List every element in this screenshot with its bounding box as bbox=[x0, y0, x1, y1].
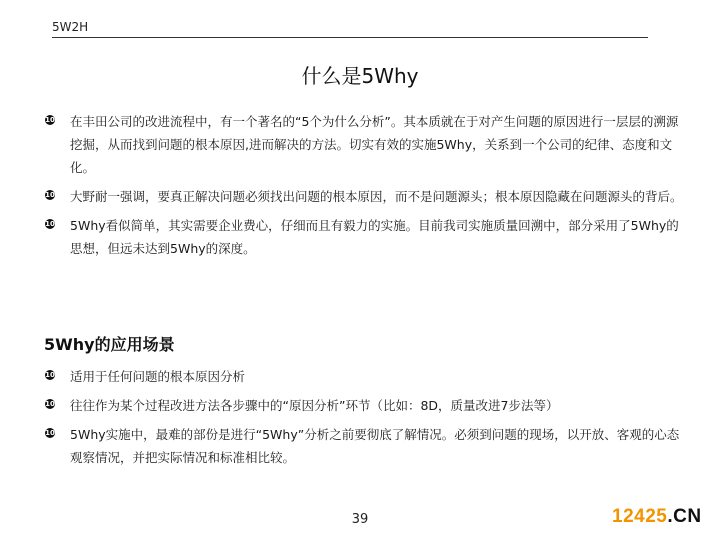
list-item bbox=[44, 394, 684, 417]
list-item-text: 大野耐一强调，要真正解决问题必须找出问题的根本原因，而不是问题源头；根本原因隐藏在问题源头的背后。 bbox=[70, 189, 683, 204]
section-title: 5Why的应用场景 bbox=[44, 335, 175, 354]
list-item-text: 5Why看似简单，其实需要企业费心，仔细而且有毅力的实施。目前我司实施质量回溯中，部分采用了5Why的思想，但远未达到5Why的深度。 bbox=[70, 218, 679, 256]
watermark-suffix: CN bbox=[673, 506, 702, 527]
list-item-text: 适用于任何问题的根本原因分析 bbox=[70, 369, 246, 384]
list-item-text: 在丰田公司的改进流程中，有一个著名的“5个为什么分析”。其本质就在于对产生问题的原因进行一层层的溯源挖掘，从而找到问题的根本原因,进而解决的方法。切实有效的实施5Why，关系到一个公司的纪律、态度和文化。 bbox=[70, 114, 679, 175]
bullet-icon: 10 bbox=[45, 191, 55, 199]
page-number: 39 bbox=[351, 512, 369, 527]
bullet-icon: 10 bbox=[45, 220, 55, 228]
list-item bbox=[44, 423, 684, 469]
watermark-logo bbox=[612, 506, 702, 528]
watermark-dot: . bbox=[667, 506, 674, 527]
list-item bbox=[44, 110, 684, 179]
list-item bbox=[44, 214, 684, 260]
bullet-icon: 10 bbox=[45, 116, 55, 124]
intro-bullet-list bbox=[44, 110, 684, 266]
header-label: 5W2H bbox=[52, 20, 89, 34]
bullet-icon: 10 bbox=[45, 371, 55, 379]
list-item-text: 5Why实施中，最难的部份是进行“5Why”分析之前要彻底了解情况。必须到问题的现场，以开放、客观的心态观察情况，并把实际情况和标准相比较。 bbox=[70, 427, 680, 465]
application-bullet-list bbox=[44, 365, 684, 475]
watermark-number: 12425 bbox=[612, 506, 668, 527]
list-item-text: 往往作为某个过程改进方法各步骤中的“原因分析”环节（比如：8D，质量改进7步法等） bbox=[70, 398, 559, 413]
list-item bbox=[44, 185, 684, 208]
list-item bbox=[44, 365, 684, 388]
header-divider bbox=[52, 37, 648, 38]
bullet-icon: 10 bbox=[45, 400, 55, 408]
bullet-icon: 10 bbox=[45, 429, 55, 437]
page-title: 什么是5Why bbox=[301, 64, 419, 88]
